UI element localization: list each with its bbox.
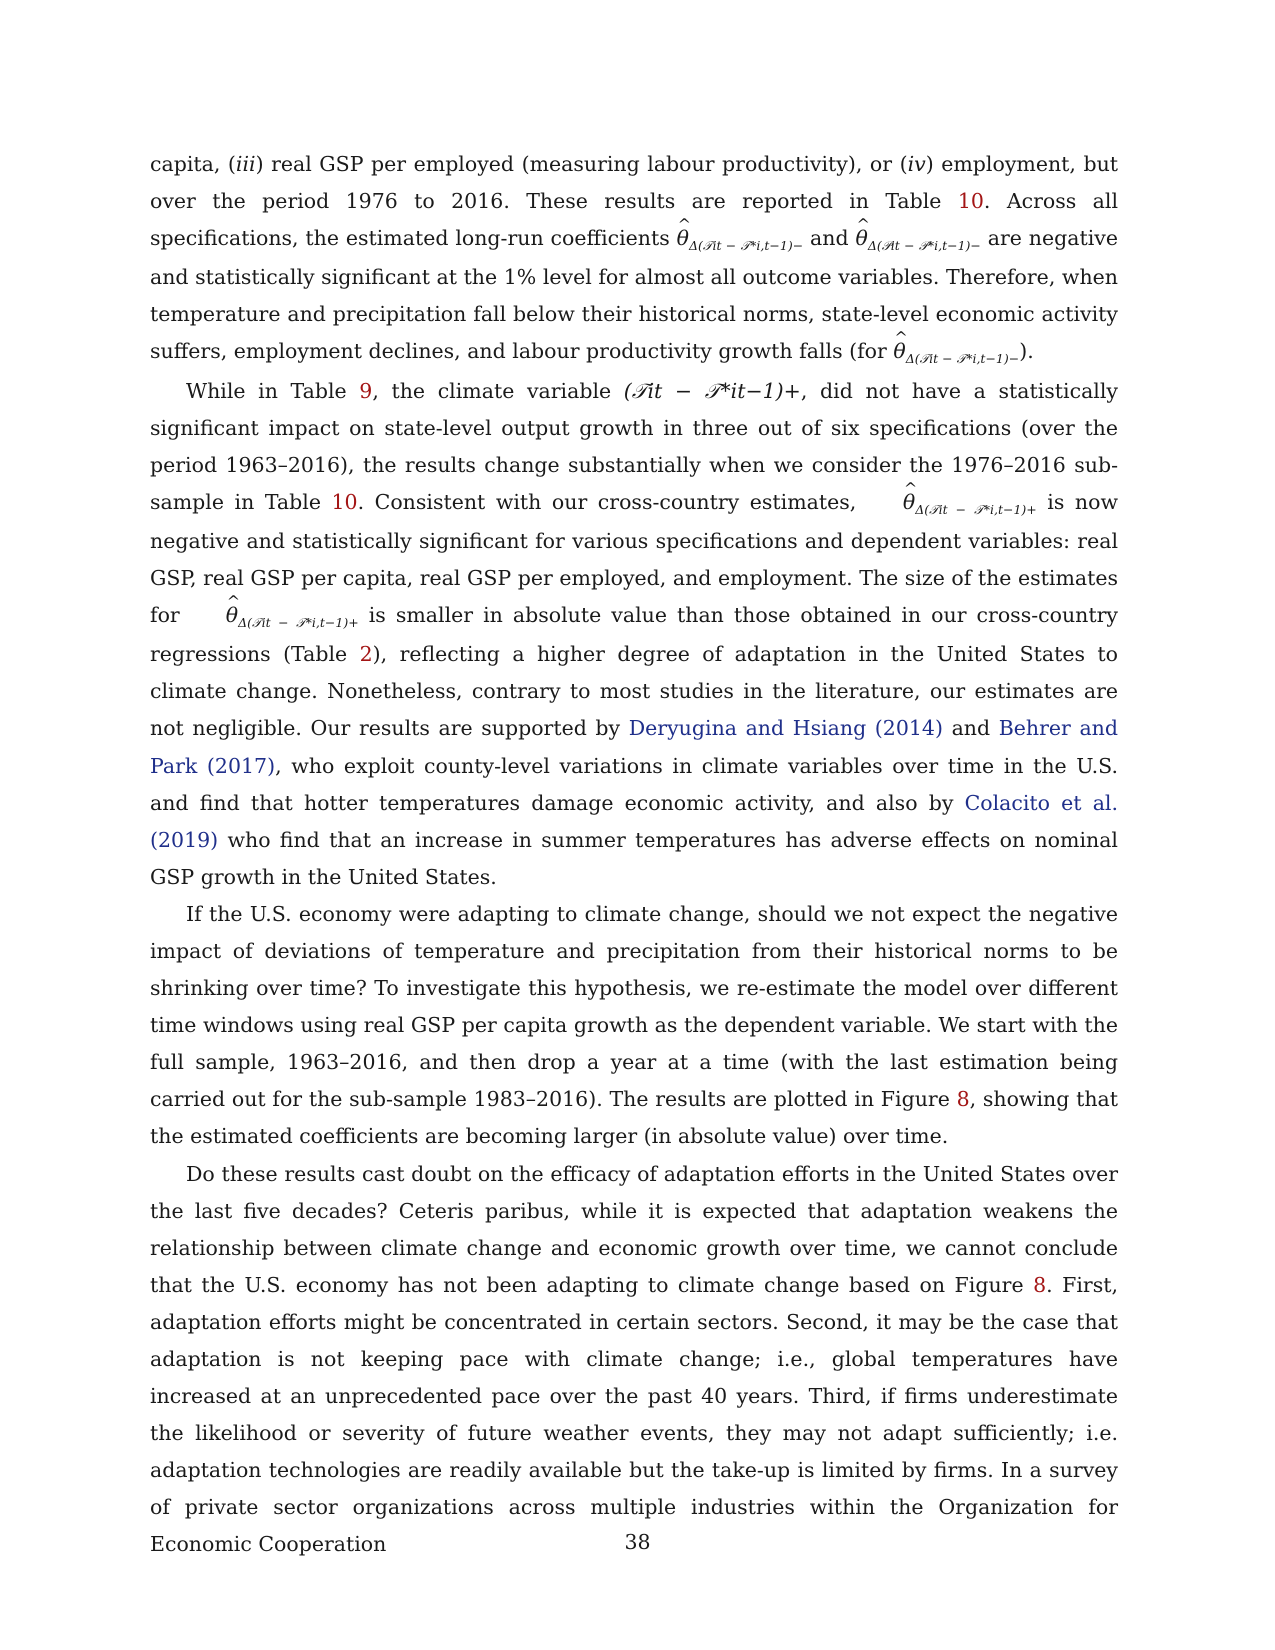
theta-hat-symbol: ^ θ	[867, 484, 915, 521]
paragraph-1: capita, (iii) real GSP per employed (measuring labour productivity), or (iv) employment, but over the period 1976 to 2016. These results are reported in Table 10. Across all specifications, the estimated long-run coefficients ^ $\theta_{\Delta(𝒯it - 𝒯*i,t-1)-}$ and ^ $\theta_{\Delta(𝒫it - 𝒫*i,t-1)-}$ are negative and statistically significant at the 1% level for almost all outcome variables. Therefore, when temperature and precipitation fall below their historical norms, state-level economic activity suffers, employment declines, and labour productivity growth falls (for ^ $\theta_{\Delta(𝒯it - 𝒯*i,t-1)-}$).	[150, 146, 1118, 373]
page-number: 38	[624, 1530, 651, 1554]
temp-pos-subscript: Δ(𝒯it − 𝒯*i,t−1)+	[238, 615, 359, 631]
temp-neg-subscript: Δ(𝒯it − 𝒯*i,t−1)−	[905, 351, 1020, 367]
page-body	[150, 146, 1118, 1564]
theta-hat-symbol: ^ θ	[190, 597, 238, 634]
citation-colacito[interactable]: Colacito et al. (2019)	[150, 790, 1118, 852]
theta-hat-symbol: ^ θ	[893, 333, 905, 370]
citation-deryugina-hsiang[interactable]: Deryugina and Hsiang (2014)	[628, 716, 943, 741]
theta-hat-symbol: ^ θ	[855, 220, 867, 257]
table-2-link[interactable]: 2	[359, 642, 373, 667]
table-10-link[interactable]: 10	[957, 189, 984, 214]
paragraph-4: Do these results cast doubt on the efficacy of adaptation efforts in the United States over the last five decades? Ceteris paribus, while it is expected that adaptation weakens the relationship between climate change and economic growth over time, we cannot conclude that the U.S. economy has not been adapting to climate change based on Figure 8. First, adaptation efforts might be concentrated in certain sectors. Second, it may be the case that adaptation is not keeping pace with climate change; i.e., global temperatures have increased at an unprecedented pace over the past 40 years. Third, if firms underestimate the likelihood or severity of future weather events, they may not adapt sufficiently; i.e. adaptation technologies are readily available but the take-up is limited by firms. In a survey of private sector organizations across multiple industries within the Organization for Economic Cooperation	[150, 1161, 1118, 1557]
citation-behrer-park[interactable]: Behrer and Park (2017)	[150, 716, 1118, 778]
paragraph-2: While in Table 9, the climate variable (𝒯it − 𝒯*it−1)+, did not have a statistically significant impact on state-level output growth in three out of six specifications (over the period 1963–2016), the results change substantially when we consider the 1976–2016 sub-sample in Table 10. Consistent with our cross-country estimates, ^ $\theta_{\Delta(𝒯it - 𝒯*i,t-1)+}$ is now negative and statistically significant for various specifications and dependent variables: real GSP, real GSP per capita, real GSP per employed, and employment. The size of the estimates for ^ $\theta_{\Delta(𝒯it - 𝒯*i,t-1)+}$ is smaller in absolute value than those obtained in our cross-country regressions (Table 2), reflecting a higher degree of adaptation in the United States to climate change. Nonetheless, contrary to most studies in the literature, our estimates are not negligible. Our results are supported by Deryugina and Hsiang (2014) and Behrer and Park (2017), who exploit county-level variations in climate variables over time in the U.S. and find that hotter temperatures damage economic activity, and also by Colacito et al. (2019) who find that an increase in summer temperatures has adverse effects on nominal GSP growth in the United States.	[150, 373, 1118, 896]
precip-neg-subscript: Δ(𝒫it − 𝒫*i,t−1)−	[867, 238, 981, 254]
table-10-link[interactable]: 10	[331, 489, 358, 514]
temp-pos-subscript: Δ(𝒯it − 𝒯*i,t−1)+	[915, 501, 1037, 517]
climate-variable: (𝒯it − 𝒯*it−1)+	[623, 378, 801, 403]
paragraph-3: If the U.S. economy were adapting to climate change, should we not expect the negative impact of deviations of temperature and precipitation from their historical norms to be shrinking over time? To investigate this hypothesis, we re-estimate the model over different time windows using real GSP per capita growth as the dependent variable. We start with the full sample, 1963–2016, and then drop a year at a time (with the last estimation being carried out for the sub-sample 1983–2016). The results are plotted in Figure 8, showing that the estimated coefficients are becoming larger (in absolute value) over time.	[150, 901, 1118, 1149]
figure-8-link[interactable]: 8	[956, 1087, 970, 1112]
theta-hat-symbol: ^ θ	[677, 220, 689, 257]
temp-neg-subscript: Δ(𝒯it − 𝒯*i,t−1)−	[688, 238, 804, 254]
table-9-link[interactable]: 9	[359, 378, 373, 403]
figure-8-link[interactable]: 8	[1033, 1272, 1047, 1297]
